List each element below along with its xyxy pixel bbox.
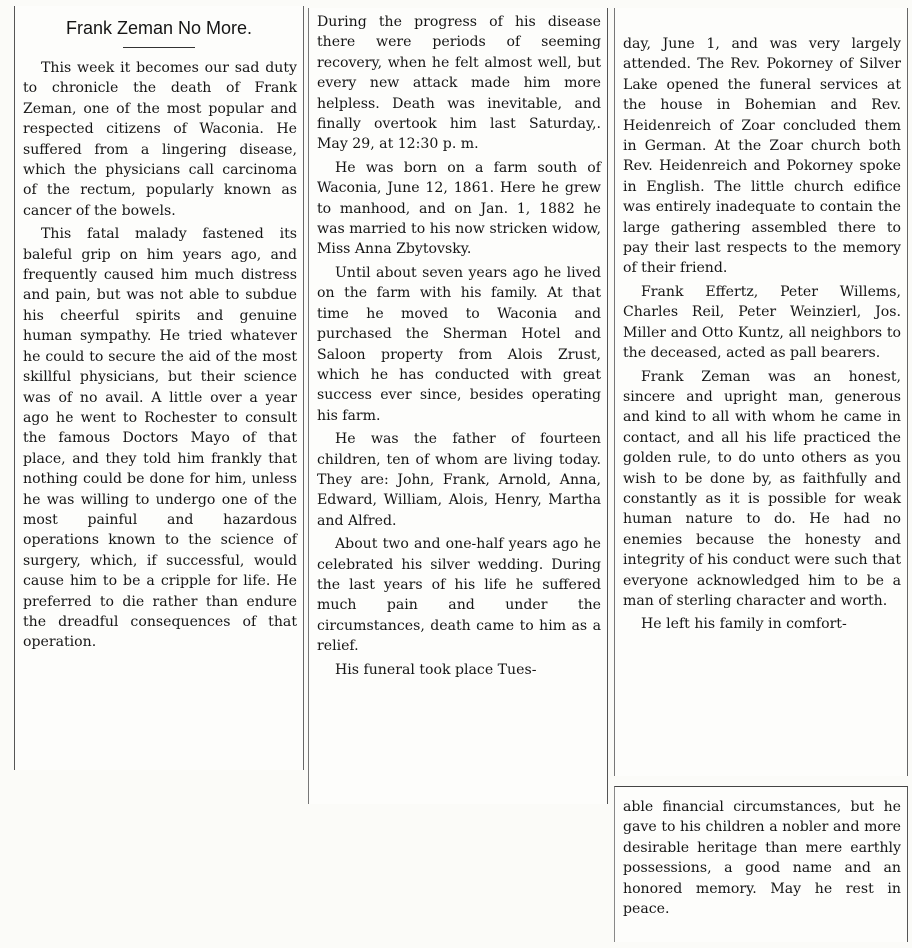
paragraph: He was the father of fourteen children, ten of whom are living today. They are: John, Frank, Arnold, Anna, Edward, William, Alois, Henry, Martha and Alfred. [317, 431, 601, 529]
paragraph: About two and one-half years ago he celebrated his silver wedding. During the last years of his life he suffered much pain and under the circumstances, death came to him as a relief. [317, 536, 601, 655]
paragraph: During the progress of his disease there were periods of seeming recovery, when he felt almost well, but every new attack made him more helpless. Death was inevitable, and finally overtook him last Saturday,. May 29, at 12:30 p. m. [317, 14, 601, 153]
article-title: Frank Zeman No More. [65, 18, 253, 38]
paragraph: He left his family in comfort- [641, 616, 847, 633]
clipping-column-2 [308, 8, 608, 804]
paragraph: day, June 1, and was very largely attended. The Rev. Pokorney of Silver Lake opened the funeral services at the house in Bohemian and Rev. Heidenreich of Zoar concluded them in German. At the Zoar church both Rev. Heidenreich and Pokorney spoke in English. The little church edifice was entirely inadequate to contain the large gathering assembled there to pay their last respects to the memory of their friend. [623, 36, 901, 277]
paragraph: He was born on a farm south of Waconia, June 12, 1861. Here he grew to manhood, and on Jan. 1, 1882 he was married to his now stricken widow, Miss Anna Zbytovsky. [317, 159, 601, 258]
paragraph: Frank Effertz, Peter Willems, Charles Reil, Peter Weinzierl, Jos. Miller and Otto Kuntz, all neighbors to the deceased, acted as pall bearers. [623, 283, 901, 362]
paragraph: His funeral took place Tues- [335, 661, 537, 678]
clipping-column-3 [614, 8, 908, 776]
clipping-column-1 [14, 6, 304, 770]
title-rule [123, 47, 195, 48]
paragraph: This week it becomes our sad duty to chronicle the death of Frank Zeman, one of the most popular and respected citizens of Waconia. He suffered from a lingering disease, which the physicians call carcinoma of the rectum, popularly known as cancer of the bowels. [23, 60, 297, 219]
paragraph: This fatal malady fastened its baleful grip on him years ago, and frequently caused him much distress and pain, but was not able to subdue his cheerful spirits and genuine human sympathy. He tried whatever he could to secure the aid of the most skillful physicians, but their science was of no avail. A little over a year ago he went to Rochester to consult the famous Doctors Mayo of that place, and they told him frankly that nothing could be done for him, unless he was willing to undergo one of the most painful and hazardous operations known to the science of surgery, which, if successful, would cause him to be a cripple for life. He preferred to die rather than endure the dreadful consequences of that operation. [23, 226, 297, 651]
paragraph: able financial circumstances, but he gave to his children a nobler and more desirable heritage than mere earthly possessions, a good name and an honored memory. May he rest in peace. [623, 799, 901, 918]
paragraph: Until about seven years ago he lived on the farm with his family. At that time he moved to Waconia and purchased the Sherman Hotel and Saloon property from Alois Zrust, which he has conducted with great success ever since, besides operating his farm. [317, 264, 601, 424]
clipping-column-4 [614, 786, 908, 942]
paragraph: Frank Zeman was an honest, sincere and upright man, generous and kind to all with whom he came in contact, and all his life practiced the golden rule, to do unto others as you wish to be done by, as faithfully and constantly as it is possible for weak human nature to do. He had no enemies because the honesty and integrity of his conduct were such that everyone acknowledged him to be a man of sterling character and worth. [623, 368, 901, 609]
